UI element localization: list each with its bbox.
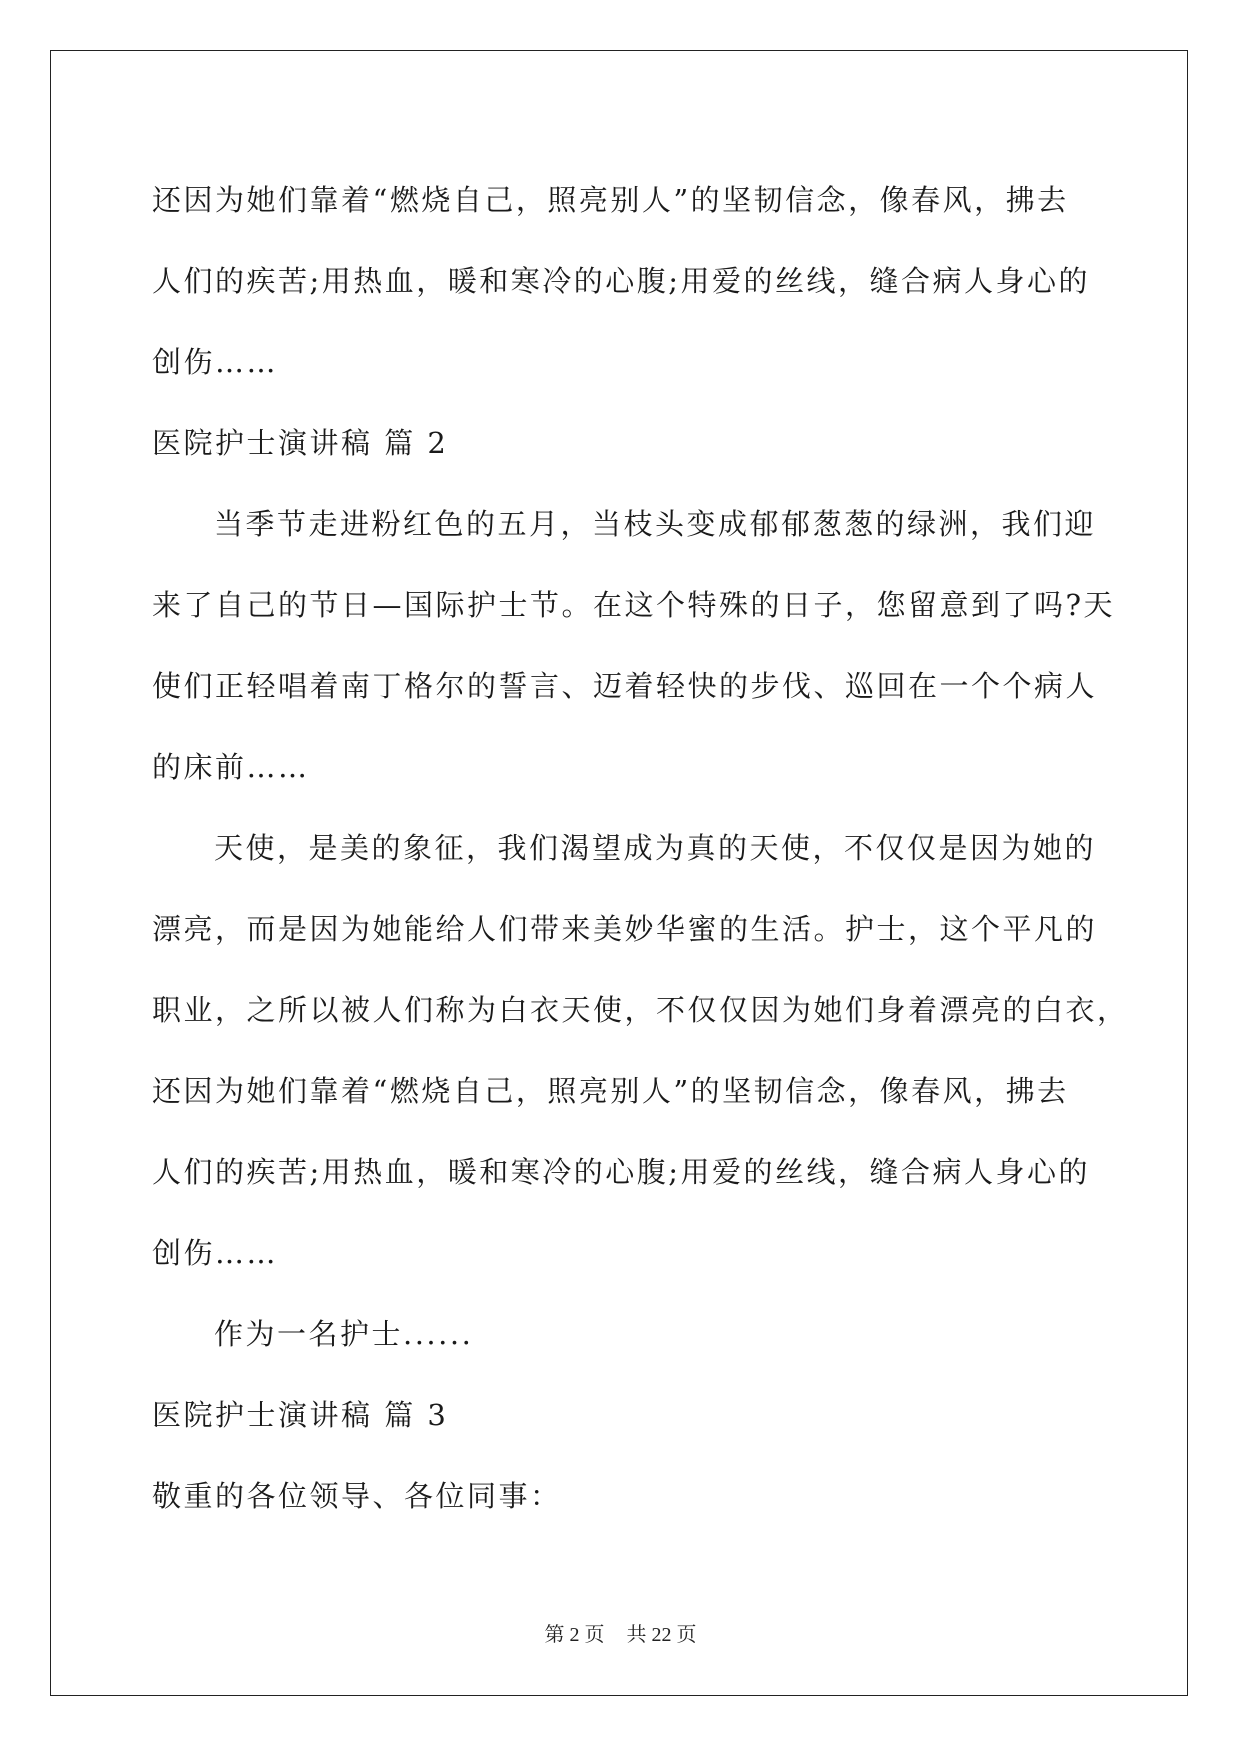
current-page-number: 第 2 页 [544,1624,605,1646]
paragraph-line: 人们的疾苦;用热血，暖和寒冷的心腹;用爱的丝线，缝合病人身心的 [152,264,1091,298]
paragraph-line: 天使，是美的象征，我们渴望成为真的天使，不仅仅是因为她的 [214,831,1097,865]
paragraph-line: 的床前…… [152,750,310,784]
paragraph-line: 还因为她们靠着“燃烧自己，照亮别人”的坚韧信念，像春风，拂去 [152,183,1069,217]
paragraph-line: 漂亮，而是因为她能给人们带来美妙华蜜的生活。护士，这个平凡的 [152,912,1098,946]
paragraph-line: 使们正轻唱着南丁格尔的誓言、迈着轻快的步伐、巡回在一个个病人 [152,669,1098,703]
total-pages: 共 22 页 [626,1624,697,1646]
paragraph-line: 作为一名护士...... [214,1317,474,1351]
paragraph-line: 创伤…… [152,1236,279,1270]
paragraph-line: 创伤…… [152,345,279,379]
paragraph-line: 职业，之所以被人们称为白衣天使，不仅仅因为她们身着漂亮的白衣， [152,993,1129,1027]
paragraph-line: 来了自己的节日—国际护士节。在这个特殊的日子，您留意到了吗?天 [152,588,1116,622]
paragraph-line: 人们的疾苦;用热血，暖和寒冷的心腹;用爱的丝线，缝合病人身心的 [152,1155,1091,1189]
page-footer [0,1618,1241,1647]
paragraph-line: 还因为她们靠着“燃烧自己，照亮别人”的坚韧信念，像春风，拂去 [152,1074,1069,1108]
section-heading: 医院护士演讲稿 篇 2 [152,426,449,460]
document-body [152,160,1129,1537]
paragraph-line: 当季节走进粉红色的五月，当枝头变成郁郁葱葱的绿洲，我们迎 [214,507,1097,541]
section-heading: 医院护士演讲稿 篇 3 [152,1398,449,1432]
salutation-line: 敬重的各位领导、各位同事： [152,1479,562,1513]
